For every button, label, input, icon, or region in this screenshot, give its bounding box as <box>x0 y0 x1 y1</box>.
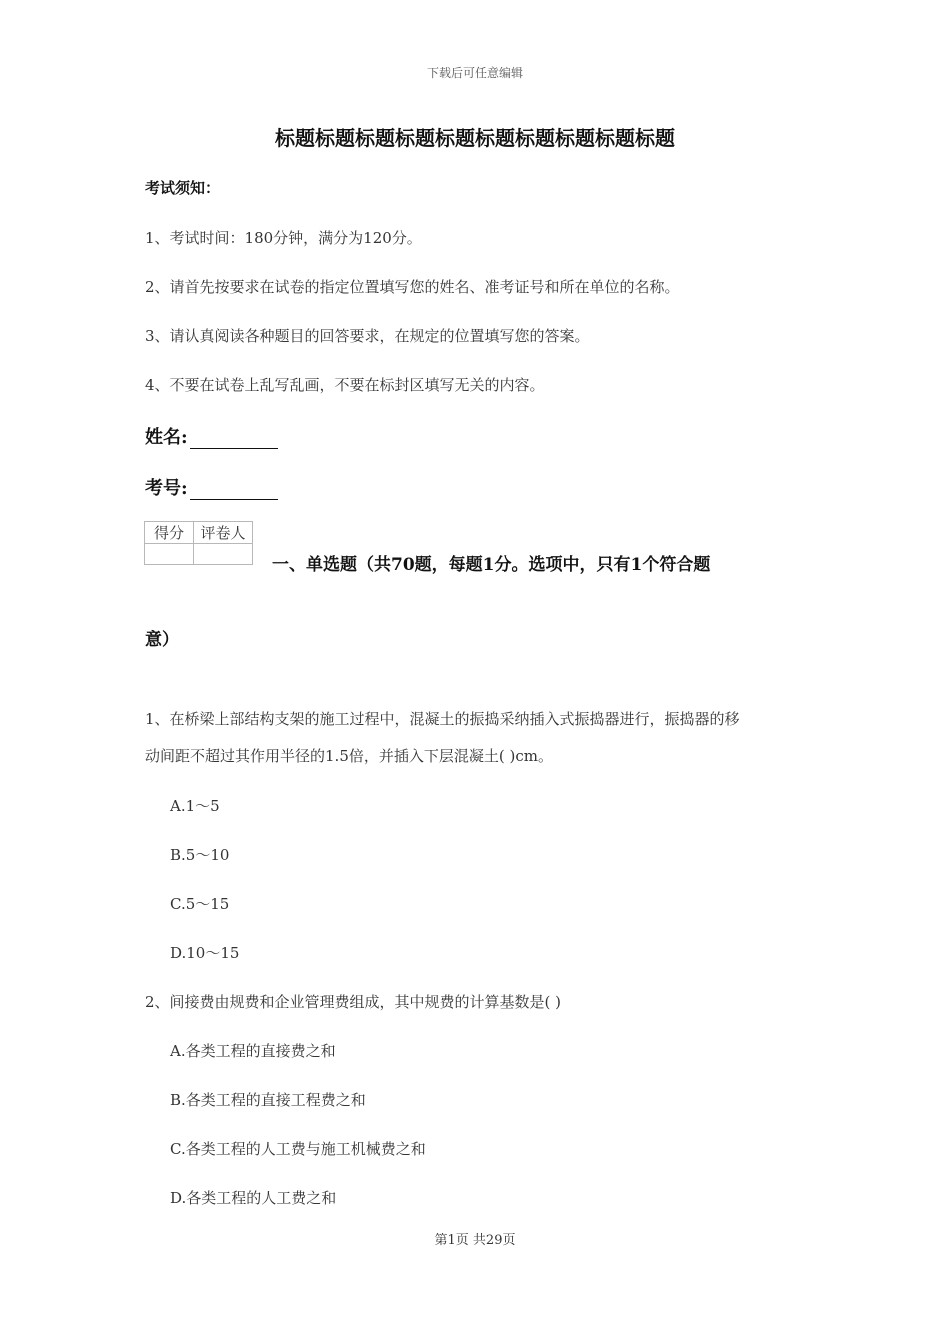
section-heading: 一、单选题（共70题，每题1分。选项中，只有1个符合题 <box>272 555 711 575</box>
grader-cell[interactable] <box>194 544 253 565</box>
score-header: 得分 <box>145 522 194 544</box>
grader-header: 评卷人 <box>194 522 253 544</box>
name-field <box>145 423 278 449</box>
name-label: 姓名: <box>145 427 188 448</box>
page-footer: 第1页 共29页 <box>434 1233 516 1248</box>
option-b[interactable]: B.各类工程的直接工程费之和 <box>170 1091 366 1109</box>
name-blank-line[interactable] <box>190 430 278 449</box>
header-note: 下载后可任意编辑 <box>426 66 523 80</box>
score-table-blank-row <box>145 544 253 565</box>
question-text: 2、间接费由规费和企业管理费组成，其中规费的计算基数是( ) <box>145 993 562 1011</box>
question-text: 1、在桥梁上部结构支架的施工过程中，混凝土的振捣采纳插入式振捣器进行，振捣器的移 <box>145 710 740 728</box>
score-table <box>144 521 253 565</box>
notice-item: 2、请首先按要求在试卷的指定位置填写您的姓名、准考证号和所在单位的名称。 <box>145 278 680 296</box>
id-label: 考号: <box>145 478 188 499</box>
option-b[interactable]: B.5～10 <box>170 846 230 864</box>
notice-item: 1、考试时间：180分钟，满分为120分。 <box>145 229 422 247</box>
option-a[interactable]: A.1～5 <box>170 797 220 815</box>
question-text-continuation: 动间距不超过其作用半径的1.5倍，并插入下层混凝土( )cm。 <box>145 747 553 765</box>
option-d[interactable]: D.10～15 <box>170 944 240 962</box>
document-title: 标题标题标题标题标题标题标题标题标题标题 <box>275 126 675 150</box>
option-a[interactable]: A.各类工程的直接费之和 <box>170 1042 336 1060</box>
notice-item: 3、请认真阅读各种题目的回答要求，在规定的位置填写您的答案。 <box>145 327 590 345</box>
id-blank-line[interactable] <box>190 481 278 500</box>
section-heading-continuation: 意） <box>145 630 179 650</box>
option-c[interactable]: C.各类工程的人工费与施工机械费之和 <box>170 1140 426 1158</box>
notice-heading: 考试须知： <box>145 179 221 197</box>
option-d[interactable]: D.各类工程的人工费之和 <box>170 1189 337 1207</box>
score-cell[interactable] <box>145 544 194 565</box>
score-table-header-row <box>145 522 253 544</box>
id-field <box>145 474 278 500</box>
notice-item: 4、不要在试卷上乱写乱画，不要在标封区填写无关的内容。 <box>145 376 545 394</box>
option-c[interactable]: C.5～15 <box>170 895 230 913</box>
